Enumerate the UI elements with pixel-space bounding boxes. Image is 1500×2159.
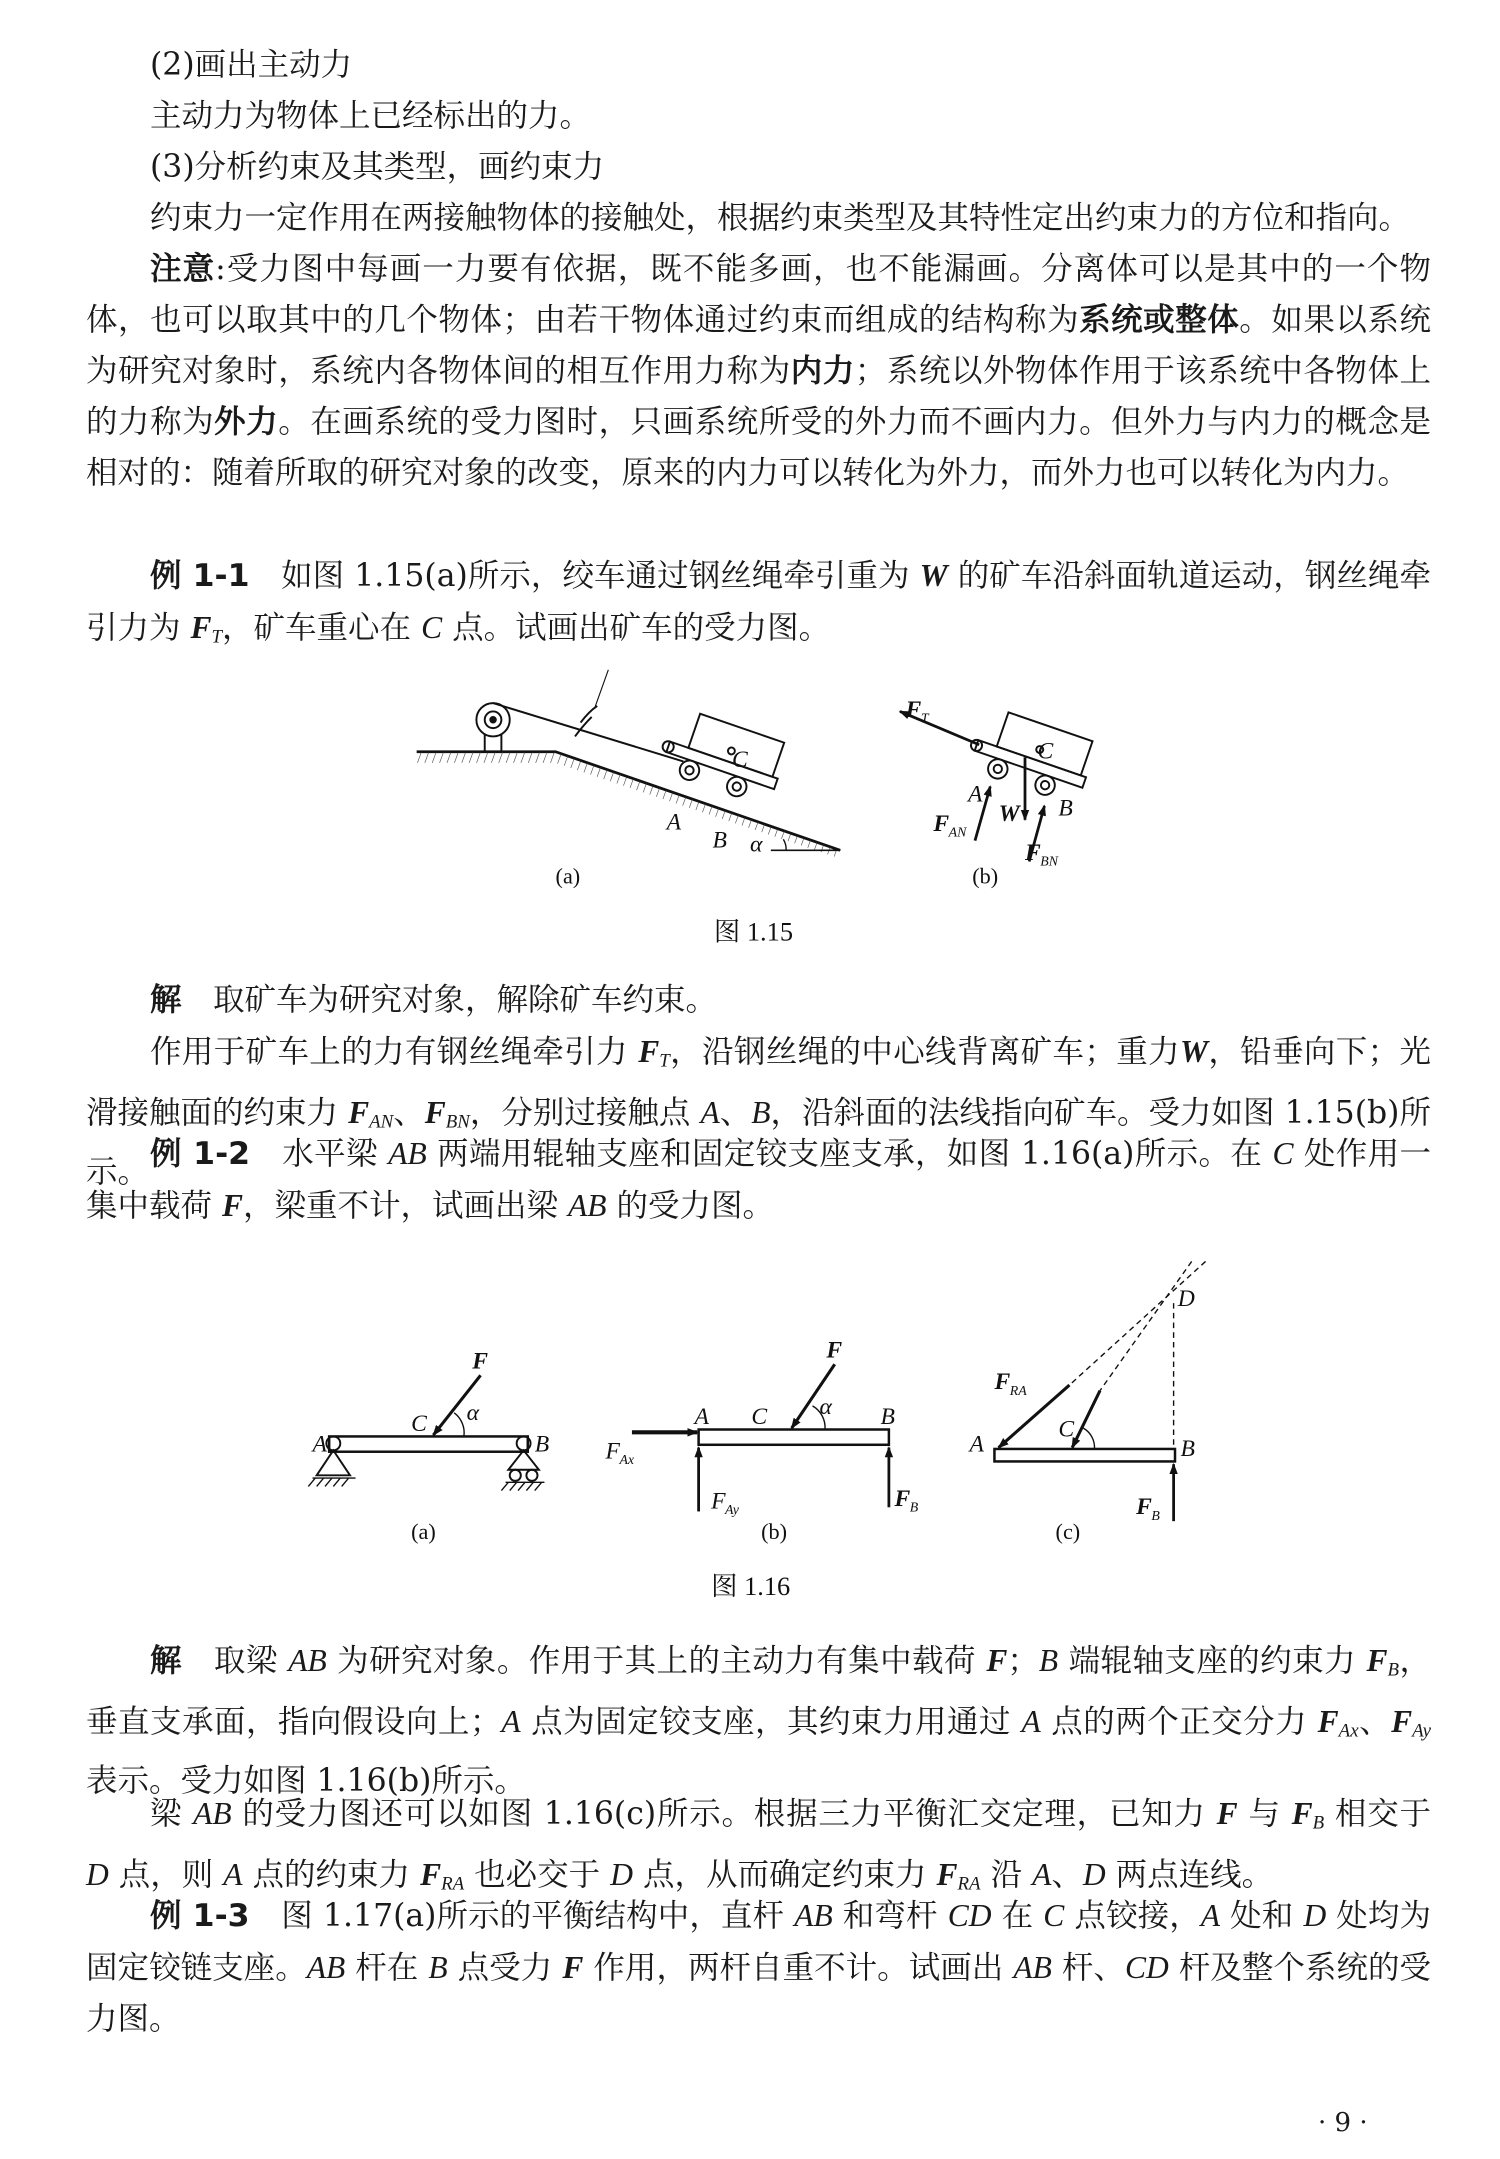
- bold-term: 系统或整体: [1079, 302, 1240, 338]
- math-symbol: A: [700, 1094, 720, 1130]
- bold-term: 外力: [214, 404, 279, 440]
- math-subscript: T: [211, 626, 223, 648]
- text-run: ，铅垂向下；光滑接触面的约束力: [86, 1034, 1431, 1131]
- text-run: 主动力为物体上已经标出的力。: [150, 98, 592, 134]
- text-run: 处作用一集中载荷: [86, 1136, 1431, 1224]
- figure-caption: 图 1.16: [711, 1570, 791, 1601]
- label-alpha: α: [819, 1394, 832, 1421]
- text-run: 处和: [1220, 1898, 1304, 1934]
- label-B: B: [712, 827, 727, 854]
- text-run: 端辊轴支座的约束力: [1058, 1643, 1367, 1679]
- text-run: 表示。受力如图 1.16(b)所示。: [86, 1763, 526, 1800]
- subfigure-label: (c): [1055, 1519, 1081, 1545]
- math-symbol: AB: [193, 1796, 232, 1831]
- text-run: 点，从而确定约束力: [632, 1856, 937, 1893]
- math-symbol: A: [501, 1703, 521, 1739]
- text-run: 水平梁: [250, 1136, 389, 1172]
- text-run: (3)分析约束及其类型，画约束力: [150, 149, 605, 185]
- label-C: C: [751, 1403, 768, 1430]
- label-alpha: α: [750, 831, 763, 858]
- text-run: 和弯杆: [832, 1898, 948, 1934]
- subfigure-label: (a): [555, 863, 581, 889]
- math-symbol: CD: [947, 1898, 992, 1933]
- math-symbol: CD: [1124, 1950, 1169, 1985]
- math-symbol: D: [610, 1856, 633, 1892]
- math-symbol: A: [223, 1856, 243, 1892]
- math-subscript: Ax: [1338, 1720, 1359, 1742]
- text-run: 在: [991, 1898, 1044, 1934]
- math-symbol: AB: [1013, 1950, 1052, 1985]
- label-F: F: [711, 1488, 726, 1515]
- label-A: A: [666, 809, 682, 836]
- math-subscript: T: [659, 1050, 670, 1072]
- math-subscript: Ay: [1412, 1720, 1431, 1742]
- math-symbol: C: [1043, 1898, 1065, 1933]
- text-run: 点为固定铰支座，其约束力用通过: [520, 1703, 1022, 1740]
- label-sub-Ay: Ay: [725, 1503, 739, 1519]
- text-run: (2)画出主动力: [150, 47, 353, 83]
- text-run: 。如果以系统为研究对象时，系统内各物体间的相互作用力称为: [86, 302, 1431, 389]
- text-run: 为研究对象。作用于其上的主动力有集中载荷: [326, 1643, 987, 1679]
- subfigure-label: (a): [411, 1519, 436, 1545]
- text-run: ；系统以外物体作用于该系统中各物体上的力称为: [86, 353, 1431, 440]
- label-F: F: [826, 1337, 843, 1364]
- text-run: 的矿车沿斜面轨道运动，钢丝绳牵引力为: [86, 558, 1431, 646]
- text-run: ，梁重不计，试画出梁: [243, 1188, 569, 1224]
- text-run: 约束力一定作用在两接触物体的接触处，根据约束类型及其特性定出约束力的方位和指向。: [150, 200, 1411, 236]
- math-symbol: W: [1179, 1034, 1208, 1069]
- label-A: A: [312, 1431, 327, 1458]
- subfigure-label: (b): [761, 1519, 788, 1545]
- text-run: 两端用辊轴支座和固定铰支座支承，如图 1.16(a)所示。在: [426, 1136, 1273, 1172]
- math-symbol: B: [428, 1950, 448, 1985]
- label-F: F: [933, 810, 950, 837]
- label-B: B: [880, 1403, 895, 1430]
- label-F: F: [1136, 1494, 1152, 1521]
- math-symbol: F: [348, 1094, 370, 1130]
- text-run: ；: [1007, 1643, 1039, 1679]
- label-sub-AN: AN: [948, 825, 967, 841]
- math-subscript: AN: [369, 1111, 394, 1133]
- label-B: B: [1058, 795, 1073, 822]
- math-subscript: BN: [445, 1111, 470, 1133]
- label-C: C: [1037, 738, 1054, 765]
- math-subscript: RA: [441, 1873, 465, 1895]
- math-symbol: F: [222, 1188, 244, 1223]
- force-arrow-F: [1072, 1391, 1100, 1448]
- text-run: 点。试画出矿车的受力图。: [442, 610, 831, 646]
- text-run: 处均为固定铰链支座。: [86, 1898, 1432, 1986]
- bold-term: 解: [150, 1643, 182, 1679]
- figure-caption: 图 1.15: [713, 916, 794, 947]
- math-symbol: W: [919, 558, 948, 593]
- math-symbol: A: [1032, 1856, 1052, 1892]
- bold-term: 例 1-2: [150, 1136, 251, 1172]
- math-symbol: F: [638, 1034, 660, 1069]
- text-run: 相交于: [1324, 1796, 1432, 1832]
- label-C: C: [1058, 1416, 1075, 1443]
- text-run: 杆及整个系统的受力图。: [86, 1950, 1432, 2037]
- label-A: A: [968, 781, 983, 808]
- page-number: · 9 ·: [1318, 2108, 1368, 2138]
- text-run: 、: [393, 1094, 425, 1131]
- text-run: 取梁: [181, 1643, 289, 1679]
- text-run: 如图 1.15(a)所示，绞车通过钢丝绳牵引重为: [249, 558, 920, 594]
- math-symbol: C: [421, 610, 443, 645]
- math-symbol: AB: [288, 1643, 327, 1678]
- bold-term: 内力: [790, 353, 855, 389]
- math-symbol: F: [1366, 1643, 1388, 1678]
- text-run: ，沿斜面的法线指向矿车。受力如图 1.15(b)所示。: [86, 1094, 1431, 1191]
- text-run: 杆、: [1051, 1950, 1125, 1986]
- math-subscript: B: [1312, 1812, 1325, 1834]
- text-run: 点，则: [108, 1856, 224, 1893]
- bold-term: 解: [150, 982, 182, 1018]
- math-symbol: AB: [306, 1950, 346, 1985]
- label-F: F: [894, 1485, 911, 1512]
- label-W: W: [998, 801, 1020, 828]
- text-run: 点的约束力: [242, 1856, 421, 1893]
- math-symbol: F: [986, 1643, 1008, 1678]
- text-run: 取矿车为研究对象，解除矿车约束。: [181, 982, 718, 1018]
- math-symbol: F: [1317, 1703, 1339, 1739]
- text-run: 梁: [150, 1796, 194, 1832]
- math-symbol: AB: [794, 1898, 833, 1933]
- label-B: B: [1180, 1435, 1195, 1462]
- label-alpha: α: [466, 1399, 480, 1426]
- label-B: B: [534, 1431, 550, 1458]
- label-C: C: [731, 746, 748, 773]
- label-sub-B: B: [1151, 1508, 1160, 1524]
- text-run: 点受力: [447, 1950, 563, 1986]
- math-symbol: C: [1272, 1136, 1294, 1171]
- math-symbol: B: [1038, 1643, 1059, 1678]
- math-symbol: F: [936, 1856, 958, 1892]
- figure-1-15a: [417, 670, 841, 859]
- bold-term: 例 1-3: [150, 1898, 250, 1934]
- text-run: 点铰接，: [1064, 1898, 1201, 1934]
- math-symbol: D: [86, 1856, 109, 1892]
- label-sub-BN: BN: [1040, 854, 1059, 870]
- math-symbol: AB: [568, 1188, 607, 1223]
- text-run: 、: [1051, 1856, 1083, 1893]
- math-symbol: F: [1216, 1796, 1238, 1831]
- label-A: A: [969, 1431, 984, 1458]
- text-run: 作用于矿车上的力有钢丝绳牵引力: [150, 1034, 639, 1070]
- math-symbol: D: [1082, 1856, 1106, 1892]
- math-symbol: F: [424, 1094, 446, 1130]
- label-C: C: [411, 1410, 427, 1437]
- text-run: 与: [1237, 1796, 1292, 1832]
- text-run: ，垂直支承面，指向假设向上；: [86, 1643, 1431, 1740]
- bold-term: 例 1-1: [150, 558, 250, 594]
- text-run: 。在画系统的受力图时，只画系统所受的外力而不画内力。但外力与内力的概念是相对的：随着所取的研究对象的改变，原来的内力可以转化为外力，而外力也可以转化为内力。: [86, 404, 1431, 491]
- text-run: 杆在: [345, 1950, 429, 1986]
- label-sub-B: B: [909, 1500, 919, 1516]
- math-symbol: F: [1391, 1703, 1413, 1739]
- label-D: D: [1177, 1285, 1195, 1312]
- label-F: F: [1025, 840, 1041, 867]
- label-sub-Ax: Ax: [619, 1453, 635, 1469]
- math-symbol: A: [1021, 1703, 1041, 1739]
- text-run: 图 1.17(a)所示的平衡结构中，直杆: [249, 1898, 795, 1934]
- math-symbol: F: [420, 1856, 442, 1892]
- text-run: ，矿车重心在: [222, 610, 422, 646]
- math-symbol: AB: [388, 1136, 427, 1171]
- label-F: F: [905, 696, 922, 723]
- math-symbol: F: [1291, 1796, 1313, 1831]
- text-run: :受力图中每画一力要有依据，既不能多画，也不能漏画。分离体可以是其中的一个物体，也可以取其中的几个物体；由若干物体通过约束而组成的结构称为: [86, 251, 1431, 338]
- text-run: ，沿钢丝绳的中心线背离矿车；重力: [669, 1034, 1180, 1070]
- math-subscript: B: [1387, 1659, 1400, 1681]
- text-run: 也必交于: [464, 1856, 611, 1893]
- figure-1-15b: [900, 704, 1098, 861]
- text-run: 作用，两杆自重不计。试画出: [583, 1950, 1014, 1986]
- text-run: 两点连线。: [1105, 1856, 1274, 1893]
- math-symbol: B: [751, 1094, 771, 1130]
- text-run: 点的两个正交分力: [1040, 1703, 1318, 1740]
- label-A: A: [694, 1403, 709, 1430]
- math-symbol: A: [1200, 1898, 1221, 1933]
- figure-1-16b: [632, 1364, 889, 1511]
- text-run: ，分别过接触点: [469, 1094, 701, 1131]
- text-run: 、: [1358, 1703, 1392, 1740]
- label-sub-T: T: [920, 711, 929, 727]
- text-run: 、: [719, 1094, 752, 1131]
- label-F: F: [994, 1369, 1011, 1396]
- math-subscript: RA: [957, 1873, 981, 1895]
- math-symbol: F: [190, 610, 212, 645]
- label-F: F: [605, 1438, 620, 1465]
- label-F: F: [472, 1348, 488, 1375]
- math-symbol: D: [1303, 1898, 1327, 1933]
- text-run: 沿: [980, 1856, 1033, 1893]
- label-sub-RA: RA: [1009, 1383, 1027, 1399]
- bold-term: 注意: [150, 251, 216, 287]
- text-run: 的受力图还可以如图 1.16(c)所示。根据三力平衡汇交定理，已知力: [231, 1796, 1217, 1832]
- subfigure-label: (b): [972, 863, 999, 889]
- text-run: 的受力图。: [606, 1188, 775, 1224]
- math-symbol: F: [562, 1950, 584, 1985]
